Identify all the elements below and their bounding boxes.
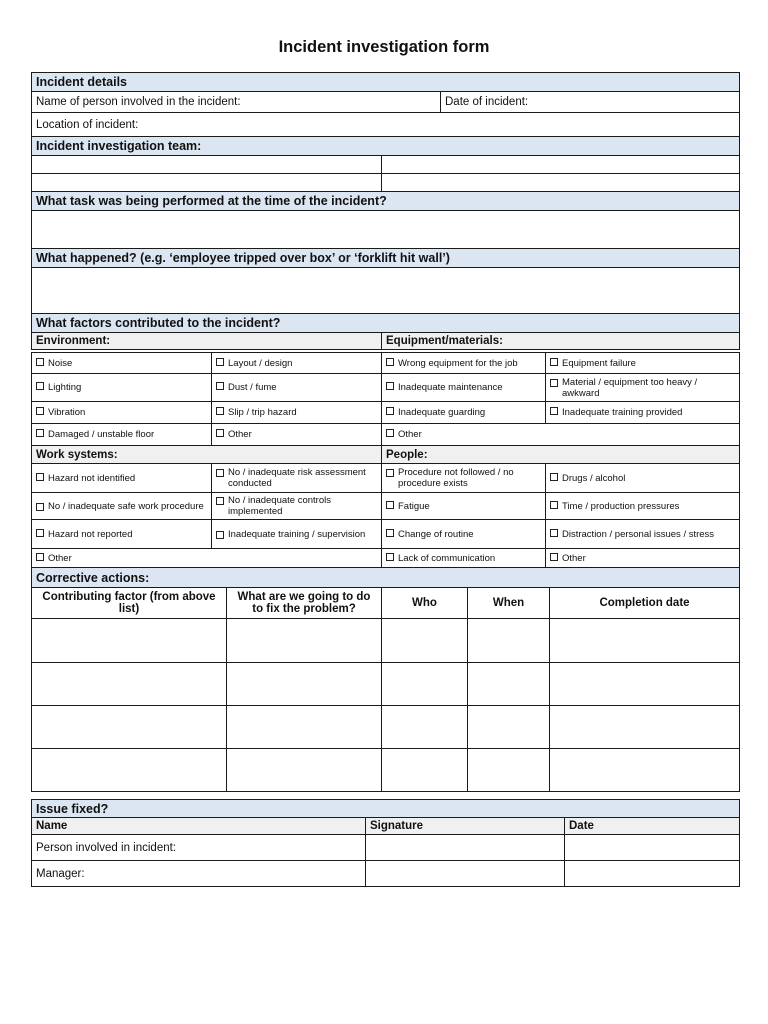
checkbox-icon [36,503,44,511]
checkbox-icon [36,553,44,561]
table-cell[interactable] [227,663,382,706]
checkbox-item[interactable] [546,549,740,569]
column-header: Contributing factor (from above list) [32,588,227,619]
checkbox-icon [386,529,394,537]
checkbox-label: Distraction / personal issues / stress [562,528,715,540]
checkbox-icon [550,473,558,481]
equipment-heading: Equipment/materials: [382,333,740,350]
table-cell[interactable] [227,706,382,749]
checkbox-item[interactable] [382,402,546,424]
checkbox-label: Inadequate training provided [562,407,683,418]
checkbox-icon [386,469,394,477]
date-field[interactable] [565,861,740,887]
date-of-incident-field[interactable]: Date of incident: [441,92,740,113]
table-cell[interactable] [32,619,227,663]
checkbox-icon [36,473,44,481]
checkbox-icon [216,407,224,415]
what-happened-field[interactable] [32,268,740,314]
checkbox-label: Dust / fume [228,382,277,393]
checkbox-label: Change of routine [398,528,474,540]
checkbox-icon [386,407,394,415]
checkbox-item[interactable] [212,520,382,549]
table-cell[interactable] [550,619,740,663]
column-header: Name [32,818,366,835]
checkbox-label: Inadequate training / supervision [228,528,366,540]
checkbox-item[interactable] [32,493,212,520]
task-heading: What task was being performed at the time of the incident? [32,192,740,211]
incident-details-heading: Incident details [32,73,740,92]
row-label: Person involved in incident: [32,835,366,861]
table-cell[interactable] [468,663,550,706]
table-cell[interactable] [550,706,740,749]
checkbox-label: No / inadequate safe work procedure [48,500,204,512]
checkbox-item[interactable] [212,464,382,493]
environment-heading: Environment: [32,333,382,350]
table-cell[interactable] [550,749,740,792]
checkbox-item[interactable] [382,464,546,493]
checkbox-item[interactable] [546,402,740,424]
table-cell[interactable] [32,706,227,749]
checkbox-label: Other [398,429,422,440]
checkbox-icon [550,553,558,561]
checkbox-label: Slip / trip hazard [228,407,297,418]
checkbox-item[interactable] [546,374,740,402]
table-cell[interactable] [227,749,382,792]
checkbox-item[interactable] [212,402,382,424]
table-cell[interactable] [468,749,550,792]
table-cell[interactable] [468,706,550,749]
checkbox-label: Equipment failure [562,357,636,369]
checkbox-icon [36,529,44,537]
checkbox-icon [216,429,224,437]
checkbox-label: Inadequate maintenance [398,382,503,393]
checkbox-item[interactable] [382,493,546,520]
checkbox-item[interactable] [546,353,740,374]
checkbox-icon [36,429,44,437]
checkbox-icon [36,358,44,366]
checkbox-icon [550,379,558,387]
investigation-team-heading: Incident investigation team: [32,137,740,156]
checkbox-item[interactable] [546,520,740,549]
checkbox-icon [550,529,558,537]
people-heading: People: [382,446,740,464]
table-cell[interactable] [32,663,227,706]
column-header: Date [565,818,740,835]
column-header: Who [382,588,468,619]
checkbox-icon [216,382,224,390]
factors-heading: What factors contributed to the incident? [32,314,740,333]
checkbox-item[interactable] [382,424,740,446]
checkbox-label: Lighting [48,382,82,393]
checkbox-item[interactable] [546,493,740,520]
checkbox-label: Drugs / alcohol [562,472,626,484]
checkbox-icon [386,429,394,437]
signature-field[interactable] [366,861,565,887]
checkbox-item[interactable] [32,374,212,402]
checkbox-item[interactable] [212,493,382,520]
column-header: Completion date [550,588,740,619]
checkbox-item[interactable] [382,520,546,549]
date-field[interactable] [565,835,740,861]
table-cell[interactable] [382,663,468,706]
factors-grid [31,352,740,569]
column-header: What are we going to do to fix the problem? [227,588,382,619]
table-cell[interactable] [32,749,227,792]
checkbox-item[interactable] [32,402,212,424]
corrective-actions-heading: Corrective actions: [32,568,740,588]
location-of-incident-field[interactable]: Location of incident: [32,113,740,137]
task-answer-field[interactable] [32,211,740,249]
checkbox-item[interactable] [32,424,212,446]
work-systems-heading: Work systems: [32,446,382,464]
column-header: When [468,588,550,619]
checkbox-label: Inadequate guarding [398,407,486,418]
checkbox-item[interactable] [382,353,546,374]
signature-field[interactable] [366,835,565,861]
checkbox-label: Lack of communication [398,553,496,564]
checkbox-label: Layout / design [228,357,293,369]
checkbox-icon [550,407,558,415]
checkbox-icon [216,469,224,477]
checkbox-icon [216,497,224,505]
checkbox-icon [216,531,224,539]
checkbox-label: Vibration [48,407,86,418]
team-member-field[interactable] [382,156,740,174]
checkbox-item[interactable] [32,549,382,569]
checkbox-item[interactable] [382,374,546,402]
checkbox-icon [36,407,44,415]
table-cell[interactable] [382,619,468,663]
table-cell[interactable] [227,619,382,663]
checkbox-icon [216,358,224,366]
checkbox-item[interactable] [212,374,382,402]
table-cell[interactable] [382,706,468,749]
corrective-actions-table [31,567,740,792]
checkbox-item[interactable] [212,353,382,374]
checkbox-icon [386,553,394,561]
checkbox-label: Time / production pressures [562,500,680,512]
checkbox-label: Procedure not followed / no procedure exists [398,467,514,489]
checkbox-item[interactable] [32,520,212,549]
checkbox-label: Other [228,429,252,440]
checkbox-label: Fatigue [398,500,430,512]
table-cell[interactable] [468,619,550,663]
checkbox-label: Noise [48,357,73,369]
checkbox-label: Hazard not identified [48,472,136,484]
page-title: Incident investigation form [278,38,490,56]
checkbox-icon [36,382,44,390]
checkbox-icon [386,382,394,390]
issue-fixed-table [31,799,740,887]
checkbox-label: No / inadequate risk assessment conducted [228,467,366,489]
row-label: Manager: [32,861,366,887]
team-member-field[interactable] [32,156,382,174]
issue-fixed-heading: Issue fixed? [32,800,740,818]
incident-form-table [31,72,740,350]
what-happened-heading: What happened? (e.g. ‘employee tripped over box’ or ‘forklift hit wall’) [32,249,740,268]
checkbox-icon [386,501,394,509]
checkbox-label: Hazard not reported [48,528,133,540]
checkbox-item[interactable] [546,464,740,493]
team-member-field[interactable] [32,174,382,192]
table-cell[interactable] [382,749,468,792]
checkbox-item[interactable] [212,424,382,446]
checkbox-label: Damaged / unstable floor [48,429,155,440]
name-of-person-field[interactable]: Name of person involved in the incident: [32,92,441,113]
checkbox-icon [550,501,558,509]
checkbox-icon [550,358,558,366]
checkbox-item[interactable] [32,464,212,493]
team-member-field[interactable] [382,174,740,192]
checkbox-label: Wrong equipment for the job [398,357,518,369]
checkbox-label: No / inadequate controls implemented [228,495,331,517]
checkbox-item[interactable] [382,549,546,569]
checkbox-label: Other [562,553,586,564]
checkbox-label: Material / equipment too heavy / awkward [562,376,698,399]
checkbox-label: Other [48,553,72,564]
column-header: Signature [366,818,565,835]
checkbox-item[interactable] [32,353,212,374]
checkbox-icon [386,358,394,366]
table-cell[interactable] [550,663,740,706]
